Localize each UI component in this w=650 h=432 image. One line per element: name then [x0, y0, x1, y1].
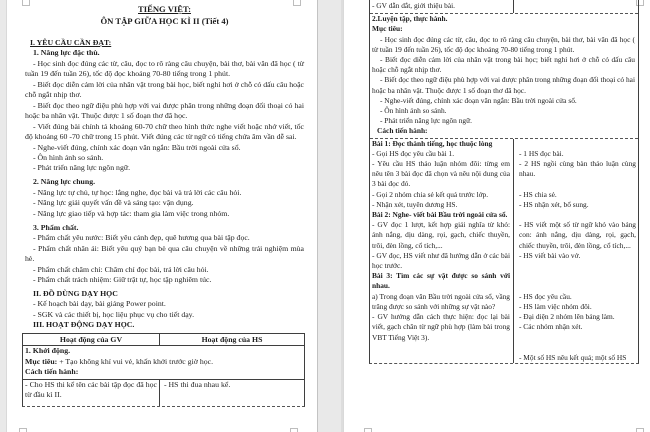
- hs-cell: [514, 200, 638, 210]
- hs-cell: [514, 149, 638, 159]
- gv-cell: [370, 251, 514, 271]
- gv-cell: [370, 343, 514, 363]
- subheading-2: 2. Năng lực chung.: [33, 177, 96, 187]
- cach-tien-hanh-label: Cách tiến hành:: [377, 126, 428, 136]
- doc-title: [25, 4, 304, 27]
- gv-text: - Cho HS thi kể tên các bài tập đọc đã học từ đầu kì II.: [25, 379, 157, 400]
- gv-text: - GV đọc, HS viết như đã hướng dẫn ở các bài học trước.: [372, 250, 510, 271]
- body-paragraph: - Phát triển năng lực ngôn ngữ.: [33, 163, 131, 173]
- page-left: [7, 0, 318, 432]
- body-paragraph: - Phát triển năng lực ngôn ngữ.: [380, 116, 472, 126]
- activities-table-left: [22, 333, 305, 407]
- hs-cell: [514, 139, 638, 149]
- gv-cell: [370, 139, 514, 149]
- hs-text: - HS chia sẻ.: [519, 189, 557, 199]
- hs-text: - HS nhận xét, bổ sung.: [519, 199, 589, 209]
- table-row: [370, 292, 638, 312]
- body-paragraph: - Nghe-viết đúng, chính xác đoạn văn ngắn: Bầu trời ngoài cửa sổ.: [33, 142, 241, 152]
- text-boundary-mark: [293, 0, 301, 6]
- body-paragraph: - Ôn hình ảnh so sánh.: [380, 106, 447, 116]
- text-boundary-mark: [364, 428, 372, 432]
- table-row: [370, 190, 638, 200]
- body-paragraph: - Viết đúng bài chính tả khoảng 60-70 chữ theo hình thức nghe viết hoặc nhớ viết, tốc độ khoảng 60 -70 chữ trong 15 phút. Viết đúng các từ ngữ có tiếng chứa âm vần dễ sai.: [25, 121, 304, 142]
- body-paragraph: - Biết đọc theo ngữ điệu phù hợp với vai được phân trong những đoạn đối thoại có hai hoặc ba nhân vật. Thuộc được 1 số đoạn thơ đã học.: [372, 75, 635, 95]
- body-paragraph: - Năng lực tự chủ, tự học: lắng nghe, đọc bài và trả lời các câu hỏi.: [33, 187, 242, 197]
- muc-tieu-label: Mục tiêu:: [372, 24, 403, 34]
- muc-tieu-label: Mục tiêu:: [25, 356, 58, 366]
- gv-cell: [370, 210, 514, 220]
- gv-text: - Gọi HS đọc yêu cầu bài 1.: [372, 148, 455, 158]
- gv-cell: [23, 380, 160, 406]
- body-paragraph: - Phẩm chất chăm chỉ: Chăm chỉ đọc bài, trả lời câu hỏi.: [33, 264, 209, 274]
- gv-text: a) Trong đoạn văn Bầu trời ngoài cửa sổ, vầng trăng được so sánh với những sự vật nào?: [372, 291, 510, 311]
- gv-text: - GV hướng dẫn cách thực hiện: đọc lại bài viết, gạch chân từ ngữ phù hợp (làm bài trong VBT Tiếng Việt 3).: [372, 312, 510, 342]
- gv-cell: [370, 149, 514, 159]
- text-boundary-mark: [22, 0, 30, 6]
- gv-text: Bài 2: Nghe- viết bài Bầu trời ngoài cửa sổ.: [372, 210, 508, 220]
- gv-cell: [370, 312, 514, 343]
- body-paragraph: - Nghe-viết đúng, chính xác đoạn văn ngắn: Bầu trời ngoài cửa sổ.: [380, 95, 577, 105]
- muc-tieu-line: [25, 357, 302, 367]
- cach-tien-hanh-label: Cách tiến hành:: [25, 367, 79, 377]
- hs-text: - HS thi đua nhau kể.: [164, 379, 231, 389]
- gv-cell: [370, 0, 514, 13]
- hs-text: - HS làm việc nhóm đôi.: [519, 301, 592, 311]
- hs-cell: [514, 190, 638, 200]
- table-row: [370, 200, 638, 210]
- doc-title-line1: TIẾNG VIỆT:: [138, 4, 191, 14]
- subheading-3: 3. Phẩm chất.: [33, 222, 79, 232]
- hs-cell: [514, 312, 638, 343]
- hs-cell: [514, 210, 638, 220]
- body-paragraph: - Phẩm chất trách nhiệm: Giữ trật tự, học tập nghiêm túc.: [33, 274, 212, 284]
- body-paragraph: - Năng lực giao tiếp và hợp tác: tham gia làm việc trong nhóm.: [33, 208, 230, 218]
- hs-cell: [514, 0, 638, 13]
- table-header-row: [23, 334, 304, 347]
- gv-text: - GV dẫn dắt, giới thiệu bài.: [372, 1, 456, 10]
- hs-text: - HS viết bài vào vở.: [519, 250, 581, 260]
- body-paragraph: - Biết đọc theo ngữ điệu phù hợp với vai được phân trong những đoạn đối thoại có hai hoặc ba nhân vật. Thuộc được 1 số đoạn thơ đã học.: [25, 100, 304, 121]
- body-paragraph: - Biết đọc diễn cảm lời của nhân vật trong bài học, biết nghỉ hơi ở chỗ có dấu câu hoặc chỗ ngắt nhịp thơ.: [25, 79, 304, 100]
- hs-text: - 2 HS ngồi cùng bàn thảo luận cùng nhau.: [519, 159, 636, 179]
- gv-text: - GV đọc 1 lượt, kết hợp giải nghĩa từ khó: ánh nắng, dịu dàng, rọi, gạch, chiếc thuyền, trôi, đèn lồng, cổ tích,...: [372, 220, 510, 250]
- table-row: [370, 343, 638, 363]
- table-row: [370, 139, 638, 149]
- gv-text: - Gọi 2 nhóm chia sẻ kết quả trước lớp.: [372, 189, 489, 199]
- text-boundary-mark: [19, 428, 27, 432]
- hs-cell: [514, 251, 638, 271]
- hs-text: - Đại diện 2 nhóm lên bảng làm.: [519, 312, 615, 322]
- gv-cell: [370, 190, 514, 200]
- body-paragraph: - Học sinh đọc đúng các từ, câu, đọc to rõ ràng câu chuyện, bài thơ, bài văn đã học ( từ tuần 19 đến tuần 26), tốc độ đọc khoảng 70-80 tiếng trong 1 phút.: [372, 34, 635, 54]
- hs-cell: [514, 292, 638, 312]
- subheading-1: 1. Năng lực đặc thù.: [33, 48, 100, 58]
- table-row: [370, 149, 638, 159]
- text-boundary-mark: [290, 428, 298, 432]
- hs-cell: [514, 220, 638, 251]
- section-heading-iii: III. HOẠT ĐỘNG DẠY HỌC.: [33, 320, 135, 330]
- gv-text: Bài 3: Tìm các sự vật được so sánh với nhau.: [372, 271, 510, 291]
- hs-cell: [514, 343, 638, 363]
- page-right: [343, 0, 650, 432]
- body-paragraph: - Biết đọc diễn cảm lời của nhân vật trong bài học; biết nghỉ hơi ở chỗ có dấu câu hoặc chỗ ngắt nhịp thơ.: [372, 55, 635, 75]
- gv-cell: [370, 200, 514, 210]
- body-paragraph: - Năng lực giải quyết vấn đề và sáng tạo: vận dụng.: [33, 198, 194, 208]
- gv-text: - Nhận xét, tuyên dương HS.: [372, 199, 458, 209]
- table-row: [23, 380, 304, 406]
- gv-cell: [370, 271, 514, 291]
- body-paragraph: - Kế hoạch bài dạy, bài giảng Power point.: [33, 299, 166, 309]
- activities-table-right: [369, 0, 639, 364]
- gv-text: - Yêu cầu HS thảo luận nhóm đôi: từng em nêu tên 3 bài đọc đã chọn và nêu nội dung của 3 bài đọc đó.: [372, 159, 510, 189]
- table-header-gv: Hoạt động của GV: [23, 334, 160, 346]
- activity-title: 1. Khởi động.: [25, 346, 71, 356]
- merged-cell-activity2: [370, 14, 638, 138]
- activity-title: 2.Luyện tập, thực hành.: [372, 14, 448, 24]
- gv-cell: [370, 159, 514, 190]
- gv-cell: [370, 292, 514, 312]
- hs-text: - HS đọc yêu cầu.: [519, 291, 572, 301]
- gv-text: Bài 1: Đọc thành tiếng, học thuộc lòng: [372, 138, 493, 148]
- hs-text: - HS viết một số từ ngữ khó vào bảng con: ánh nắng, dịu dàng, rọi, gạch, chiếc thuyền, trôi, đèn lồng, cổ tích,...: [519, 220, 636, 250]
- hs-cell: [514, 159, 638, 190]
- hs-text: - Các nhóm nhận xét.: [519, 322, 583, 332]
- table-row: [370, 312, 638, 343]
- section-heading-ii: II. ĐỒ DÙNG DẠY HỌC: [33, 288, 118, 298]
- hs-text: - 1 HS đọc bài.: [519, 148, 564, 158]
- hs-cell: [160, 380, 304, 406]
- table-header-hs: Hoạt động của HS: [201, 334, 263, 344]
- table-row: [370, 159, 638, 190]
- body-paragraph: - Phẩm chất nhân ái: Biết yêu quý bạn bè qua câu chuyện về những trải nghiệm mùa hè.: [25, 243, 304, 264]
- text-boundary-mark: [636, 428, 644, 432]
- body-paragraph: - SGK và các thiết bị, học liệu phục vụ cho tiết dạy.: [33, 309, 195, 319]
- body-paragraph: - Học sinh đọc đúng các từ, câu, đọc to rõ ràng câu chuyện, bài thơ, bài văn đã học ( từ tuần 19 đến tuần 26), tốc độ đọc khoảng 70-80 tiếng trong 1 phút.: [25, 58, 304, 79]
- table-row: [370, 210, 638, 220]
- hs-cell: [514, 271, 638, 291]
- hs-text: - Một số HS nêu kết quả; một số HS: [519, 352, 627, 362]
- merged-cell-activity1: [23, 346, 304, 379]
- table-row-continued: [370, 0, 638, 14]
- table-row: [370, 271, 638, 291]
- body-paragraph: - Ôn hình ảnh so sánh.: [33, 152, 104, 162]
- left-page-content: [7, 0, 317, 407]
- table-row: [370, 220, 638, 251]
- muc-tieu-text: + Tạo không khí vui vẻ, khấn khởi trước giờ học.: [57, 356, 214, 366]
- gv-cell: [370, 220, 514, 251]
- body-paragraph: - Phẩm chất yêu nước: Biết yêu cảnh đẹp, quê hương qua bài tập đọc.: [33, 233, 250, 243]
- doc-title-line2: ÔN TẬP GIỮA HỌC KÌ II (Tiết 4): [100, 15, 229, 26]
- table-row: [370, 251, 638, 271]
- section-heading-i: I. YÊU CẦU CẦN ĐẠT:: [30, 38, 112, 47]
